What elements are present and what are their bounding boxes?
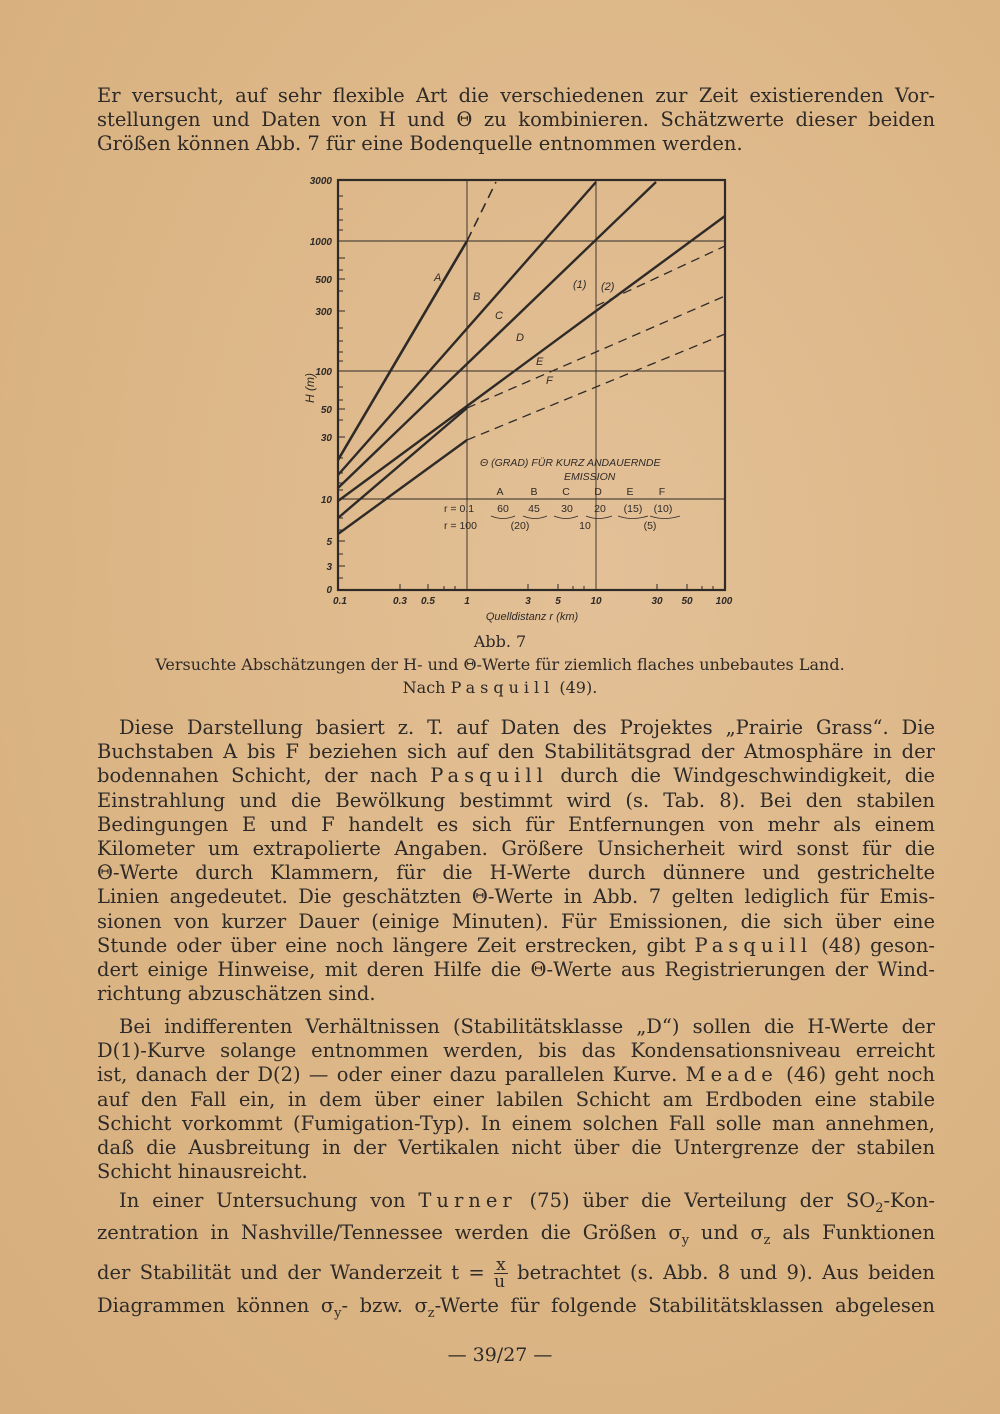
p1-line: richtung abzuschätzen sind. [97,982,376,1006]
author-name: Turner [418,1189,517,1212]
legend-row-label: r = 100 [444,520,477,532]
source-author: Pasquill [450,678,555,697]
p1-line: sionen von kurzer Dauer (einige Minuten). Für Emissionen, die sich über eine [97,909,935,933]
legend-class: E [626,486,634,498]
x-tick-label: 1 [464,596,470,607]
source-ref: (49). [559,678,598,697]
p2-line: Schicht vorkommt (Fumigation-Typ). In einem solchen Fall solle man annehmen, [97,1111,935,1135]
y-tick-label: 100 [315,367,332,378]
p1-line: Diese Darstellung basiert z. T. auf Daten des Projektes „Prairie Grass“. Die [119,716,935,739]
p1-line: Θ-Werte durch Klammern, für die H-Werte durch dünnere und gestrichelte [97,861,935,885]
author-name: Pasquill [694,933,813,957]
fraction: $\frac{x}{u}$ [494,1255,506,1293]
legend-class: F [658,486,666,498]
source-prefix: Nach [402,678,446,697]
curve-label-e: E [536,356,544,368]
intro-line: Er versucht, auf sehr flexible Art die verschiedenen zur Zeit existierenden Vor- [97,84,935,107]
theta-legend [444,448,721,538]
curve-label-c: C [495,310,503,322]
curve-d2 [596,246,725,306]
paragraph-2 [97,1015,935,1184]
x-tick-label: 30 [651,596,663,607]
figure-number: Abb. 7 [473,632,527,651]
p1-line: bodennahen Schicht, der nach Pasquill durch die Windgeschwindigkeit, die [97,764,935,788]
author-name: Meade [685,1063,778,1087]
x-tick-label: 10 [590,596,602,607]
p3-line: der Stabilität und der Wanderzeit t = $\frac{x}{u}$ betrachtet (s. Abb. 8 und 9). Aus beiden [97,1255,935,1293]
y-tick-label: 3 [326,562,332,573]
curve-label-2: (2) [601,281,615,293]
legend-row-label: r = 0.1 [444,503,475,515]
paragraph-1 [97,716,935,1006]
legend-class: B [530,486,538,498]
legend-class: D [594,486,602,498]
p2-line: daß die Ausbreitung in der Vertikalen nicht über die Untergrenze der stabilen [97,1136,935,1160]
p3-line: In einer Untersuchung von Turner (75) über die Verteilung der $SO_2-Kon-$ [119,1189,935,1216]
figure-7-chart [296,168,746,628]
p1-line: Stunde oder über eine noch längere Zeit erstrecken, gibt Pasquill (48) geson- [97,933,935,957]
p1-line: Linien angedeutet. Die geschätzten Θ-Werte in Abb. 7 gelten lediglich für Emis- [97,885,935,909]
x-tick-label: 5 [555,596,561,607]
p2-line: Schicht hinausreicht. [97,1160,308,1184]
figure-caption: Versuchte Abschätzungen der H- und Θ-Werte für ziemlich flaches unbebautes Land. [155,655,845,674]
x-tick-label: 0.5 [421,596,435,607]
x-axis-label: Quelldistanz r (km) [485,611,579,623]
curve-label-1: (1) [573,279,587,291]
p2-line: D(1)-Kurve solange entnommen werden, bis das Kondensationsniveau erreicht [97,1039,935,1063]
p1-line: Kilometer um extrapolierte Angaben. Größere Unsicherheit wird sonst für die [97,837,935,861]
p1-line: dert einige Hinweise, mit deren Hilfe die Θ-Werte aus Registrierungen der Wind- [97,958,935,982]
legend-value: 20 [594,503,606,515]
legend-value: (5) [643,520,657,532]
author-name: Pasquill [430,764,548,788]
legend-class: A [496,486,504,498]
x-tick-label: 100 [715,596,733,607]
legend-title: Θ (GRAD) FÜR KURZ ANDAUERNDE [480,457,661,469]
y-tick-label: 300 [315,307,332,318]
y-tick-label: 5 [326,537,332,548]
legend-value: 45 [528,503,540,515]
figure-source [0,678,1000,697]
p1-line: Bedingungen E und F handelt es sich für Entfernungen von mehr als einem [97,812,935,836]
paragraph-3 [97,1189,935,1326]
y-axis-label: H (m) [303,373,317,403]
x-tick-label: 50 [681,596,693,607]
p3-line: zentration in Nashville/Tennessee werden die Größen $\sigma_y$ und $\sigma_z$ als Funktionen [97,1221,935,1248]
x-tick-label: 0.3 [393,596,407,607]
legend-title: EMISSION [564,471,616,483]
curve-a-dashed [467,182,496,241]
x-tick-label: 0.1 [333,596,347,607]
legend-value: (10) [653,503,673,515]
y-tick-label: 0 [326,585,332,596]
x-axis-ticks [333,584,733,607]
x-tick-label: 3 [525,596,531,607]
p1-line: Einstrahlung und die Bewölkung bestimmt wird (s. Tab. 8). Bei den stabilen [97,788,935,812]
y-tick-label: 10 [320,495,332,506]
y-tick-label: 500 [315,275,332,286]
curve-label-f: F [546,375,553,387]
curve-label-d: D [516,332,524,344]
y-tick-label: 50 [320,405,332,416]
curve-c [338,182,656,488]
legend-value: 60 [497,503,509,515]
y-tick-label: 30 [320,433,332,444]
curve-label-b: B [473,291,481,303]
p2-line: Bei indifferenten Verhältnissen (Stabilitätsklasse „D“) sollen die H-Werte der [119,1015,935,1038]
p2-line: auf den Fall ein, in dem über einer labilen Schicht am Erdboden eine stabile [97,1087,935,1111]
p1-line: Buchstaben A bis F beziehen sich auf den Stabilitätsgrad der Atmosphäre in der [97,740,935,764]
y-tick-label: 1000 [309,237,332,248]
y-tick-label: 3000 [309,176,332,187]
curve-label-a: A [434,272,442,284]
legend-value: (15) [623,503,643,515]
legend-value: 30 [561,503,573,515]
intro-line: stellungen und Daten von H und Θ zu kombinieren. Schätzwerte dieser beiden [97,108,935,132]
page-number: — 39/27 — [447,1344,553,1366]
legend-value: (20) [510,520,530,532]
intro-paragraph [97,84,935,157]
legend-value: 10 [579,520,591,532]
p3-line: Diagrammen können $\sigma_y-$ bzw. $\sigma_z$-Werte für folgende Stabilitätsklassen abgelesen [97,1294,935,1322]
legend-class: C [562,486,570,498]
intro-line: Größen können Abb. 7 für eine Bodenquelle entnommen werden. [97,132,743,156]
p2-line: ist, danach der D(2) — oder einer dazu parallelen Kurve. Meade (46) geht noch [97,1063,935,1087]
